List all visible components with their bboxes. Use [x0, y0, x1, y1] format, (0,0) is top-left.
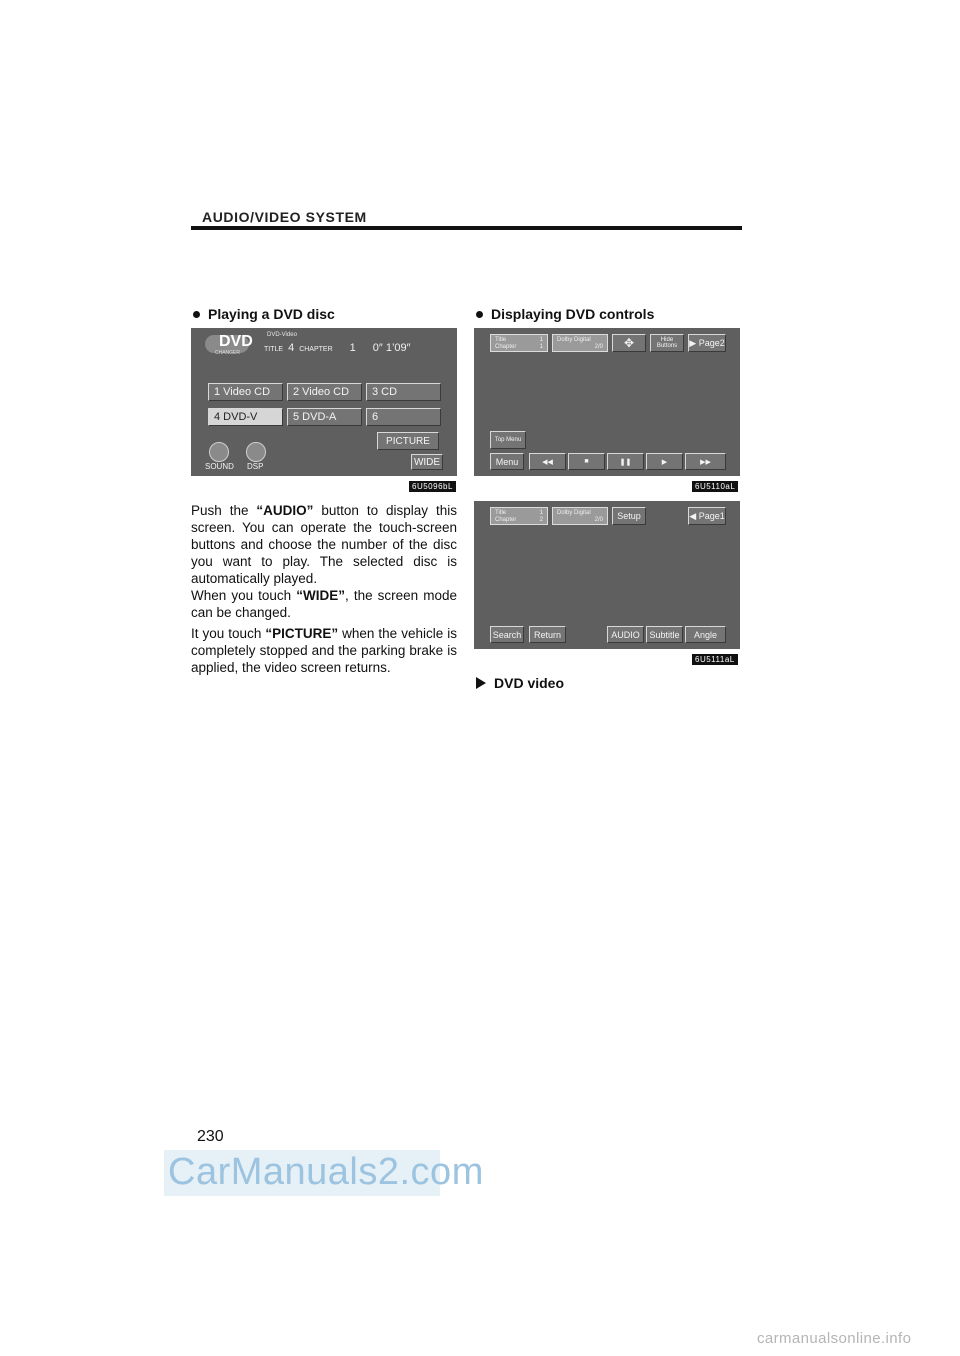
- caption-dvd-video: [476, 675, 564, 691]
- title-chapter-info: Title 1 Chapter 1: [490, 334, 548, 352]
- move-icon: ✥: [623, 336, 635, 350]
- dvd-changer-screen: [191, 328, 457, 476]
- section-title: AUDIO/VIDEO SYSTEM: [202, 209, 367, 225]
- stop-button[interactable]: ■: [568, 453, 605, 470]
- wide-key: “WIDE”: [296, 588, 345, 603]
- paragraph-wide: When you touch “WIDE”, the screen mode can be changed.: [191, 588, 457, 620]
- time-value: 0″ 1’09″: [372, 342, 411, 354]
- heading-playing-dvd: [193, 306, 335, 322]
- disc-6-button[interactable]: 6: [366, 408, 441, 426]
- dvd-controls-screen-2: [474, 501, 740, 649]
- playback-info: [264, 342, 411, 354]
- heading-text: Displaying DVD controls: [491, 306, 655, 322]
- disc-3-button[interactable]: 3 CD: [366, 383, 441, 401]
- top-menu-button[interactable]: Top Menu: [490, 431, 526, 449]
- dsp-label: DSP: [247, 462, 264, 471]
- sound-icon[interactable]: [209, 442, 229, 462]
- chapter-label: CHAPTER: [299, 346, 333, 353]
- heading-text: Playing a DVD disc: [208, 306, 335, 322]
- dvd-controls-screen-1: [474, 328, 740, 476]
- disc-2-button[interactable]: 2 Video CD: [287, 383, 362, 401]
- paragraph-picture: It you touch “PICTURE” when the vehicle is completely stopped and the parking brake is applied, the video screen returns.: [191, 626, 457, 675]
- picture-button[interactable]: PICTURE: [377, 432, 439, 450]
- logo-sub: CHANGER: [215, 350, 241, 356]
- caption-text: DVD video: [494, 675, 565, 691]
- menu-button[interactable]: Menu: [490, 453, 524, 470]
- paragraph-audio: Push the “AUDIO” button to display this screen. You can operate the touch-screen buttons and choose the number of the disc you want to play. The selected disc is automatically played.: [191, 503, 457, 586]
- pause-button[interactable]: ❚❚: [607, 453, 644, 470]
- page-number: 230: [197, 1128, 224, 1145]
- page1-button[interactable]: ◀ Page1: [688, 507, 726, 525]
- title-chapter-info: Title 1 Chapter 2: [490, 507, 548, 525]
- audio-button[interactable]: AUDIO: [607, 626, 644, 643]
- setup-button[interactable]: Setup: [612, 507, 646, 525]
- wide-button[interactable]: WIDE: [411, 454, 443, 470]
- triangle-icon: [476, 677, 486, 689]
- bullet-icon: [476, 311, 483, 318]
- title-value: 4: [288, 342, 295, 354]
- image-code-1: 6U5096bL: [409, 481, 456, 492]
- search-button[interactable]: Search: [490, 626, 524, 643]
- disc-1-button[interactable]: 1 Video CD: [208, 383, 283, 401]
- watermark-right: carmanualsonline.info: [757, 1330, 912, 1347]
- image-code-2: 6U5110aL: [692, 481, 738, 492]
- hide-buttons-button[interactable]: Hide Buttons: [650, 334, 684, 352]
- disc-5-button[interactable]: 5 DVD-A: [287, 408, 362, 426]
- bullet-icon: [193, 311, 200, 318]
- fast-forward-button[interactable]: ▶▶: [685, 453, 726, 470]
- watermark-left: CarManuals2.com: [168, 1151, 484, 1193]
- move-button[interactable]: [612, 334, 646, 352]
- rewind-button[interactable]: ◀◀: [529, 453, 566, 470]
- audio-format-info: Dolby Digital 2/0: [552, 334, 608, 352]
- subtitle-button[interactable]: Subtitle: [646, 626, 683, 643]
- page2-button[interactable]: ▶ Page2: [688, 334, 726, 352]
- heading-dvd-controls: [476, 306, 654, 322]
- chapter-value: 1: [349, 342, 356, 354]
- header-rule: [191, 226, 742, 230]
- dsp-icon[interactable]: [246, 442, 266, 462]
- disc-4-button[interactable]: 4 DVD-V: [208, 408, 283, 426]
- picture-key: “PICTURE”: [265, 626, 339, 641]
- return-button[interactable]: Return: [529, 626, 566, 643]
- angle-button[interactable]: Angle: [685, 626, 726, 643]
- image-code-3: 6U5111aL: [692, 654, 738, 665]
- title-label: TITLE: [264, 346, 284, 353]
- disc-type: DVD-Video: [267, 332, 297, 338]
- dvd-logo-text: DVD: [219, 333, 253, 350]
- sound-label: SOUND: [205, 462, 234, 471]
- audio-format-info: Dolby Digital 2/0: [552, 507, 608, 525]
- play-button[interactable]: ▶: [646, 453, 683, 470]
- audio-key: “AUDIO”: [256, 503, 314, 518]
